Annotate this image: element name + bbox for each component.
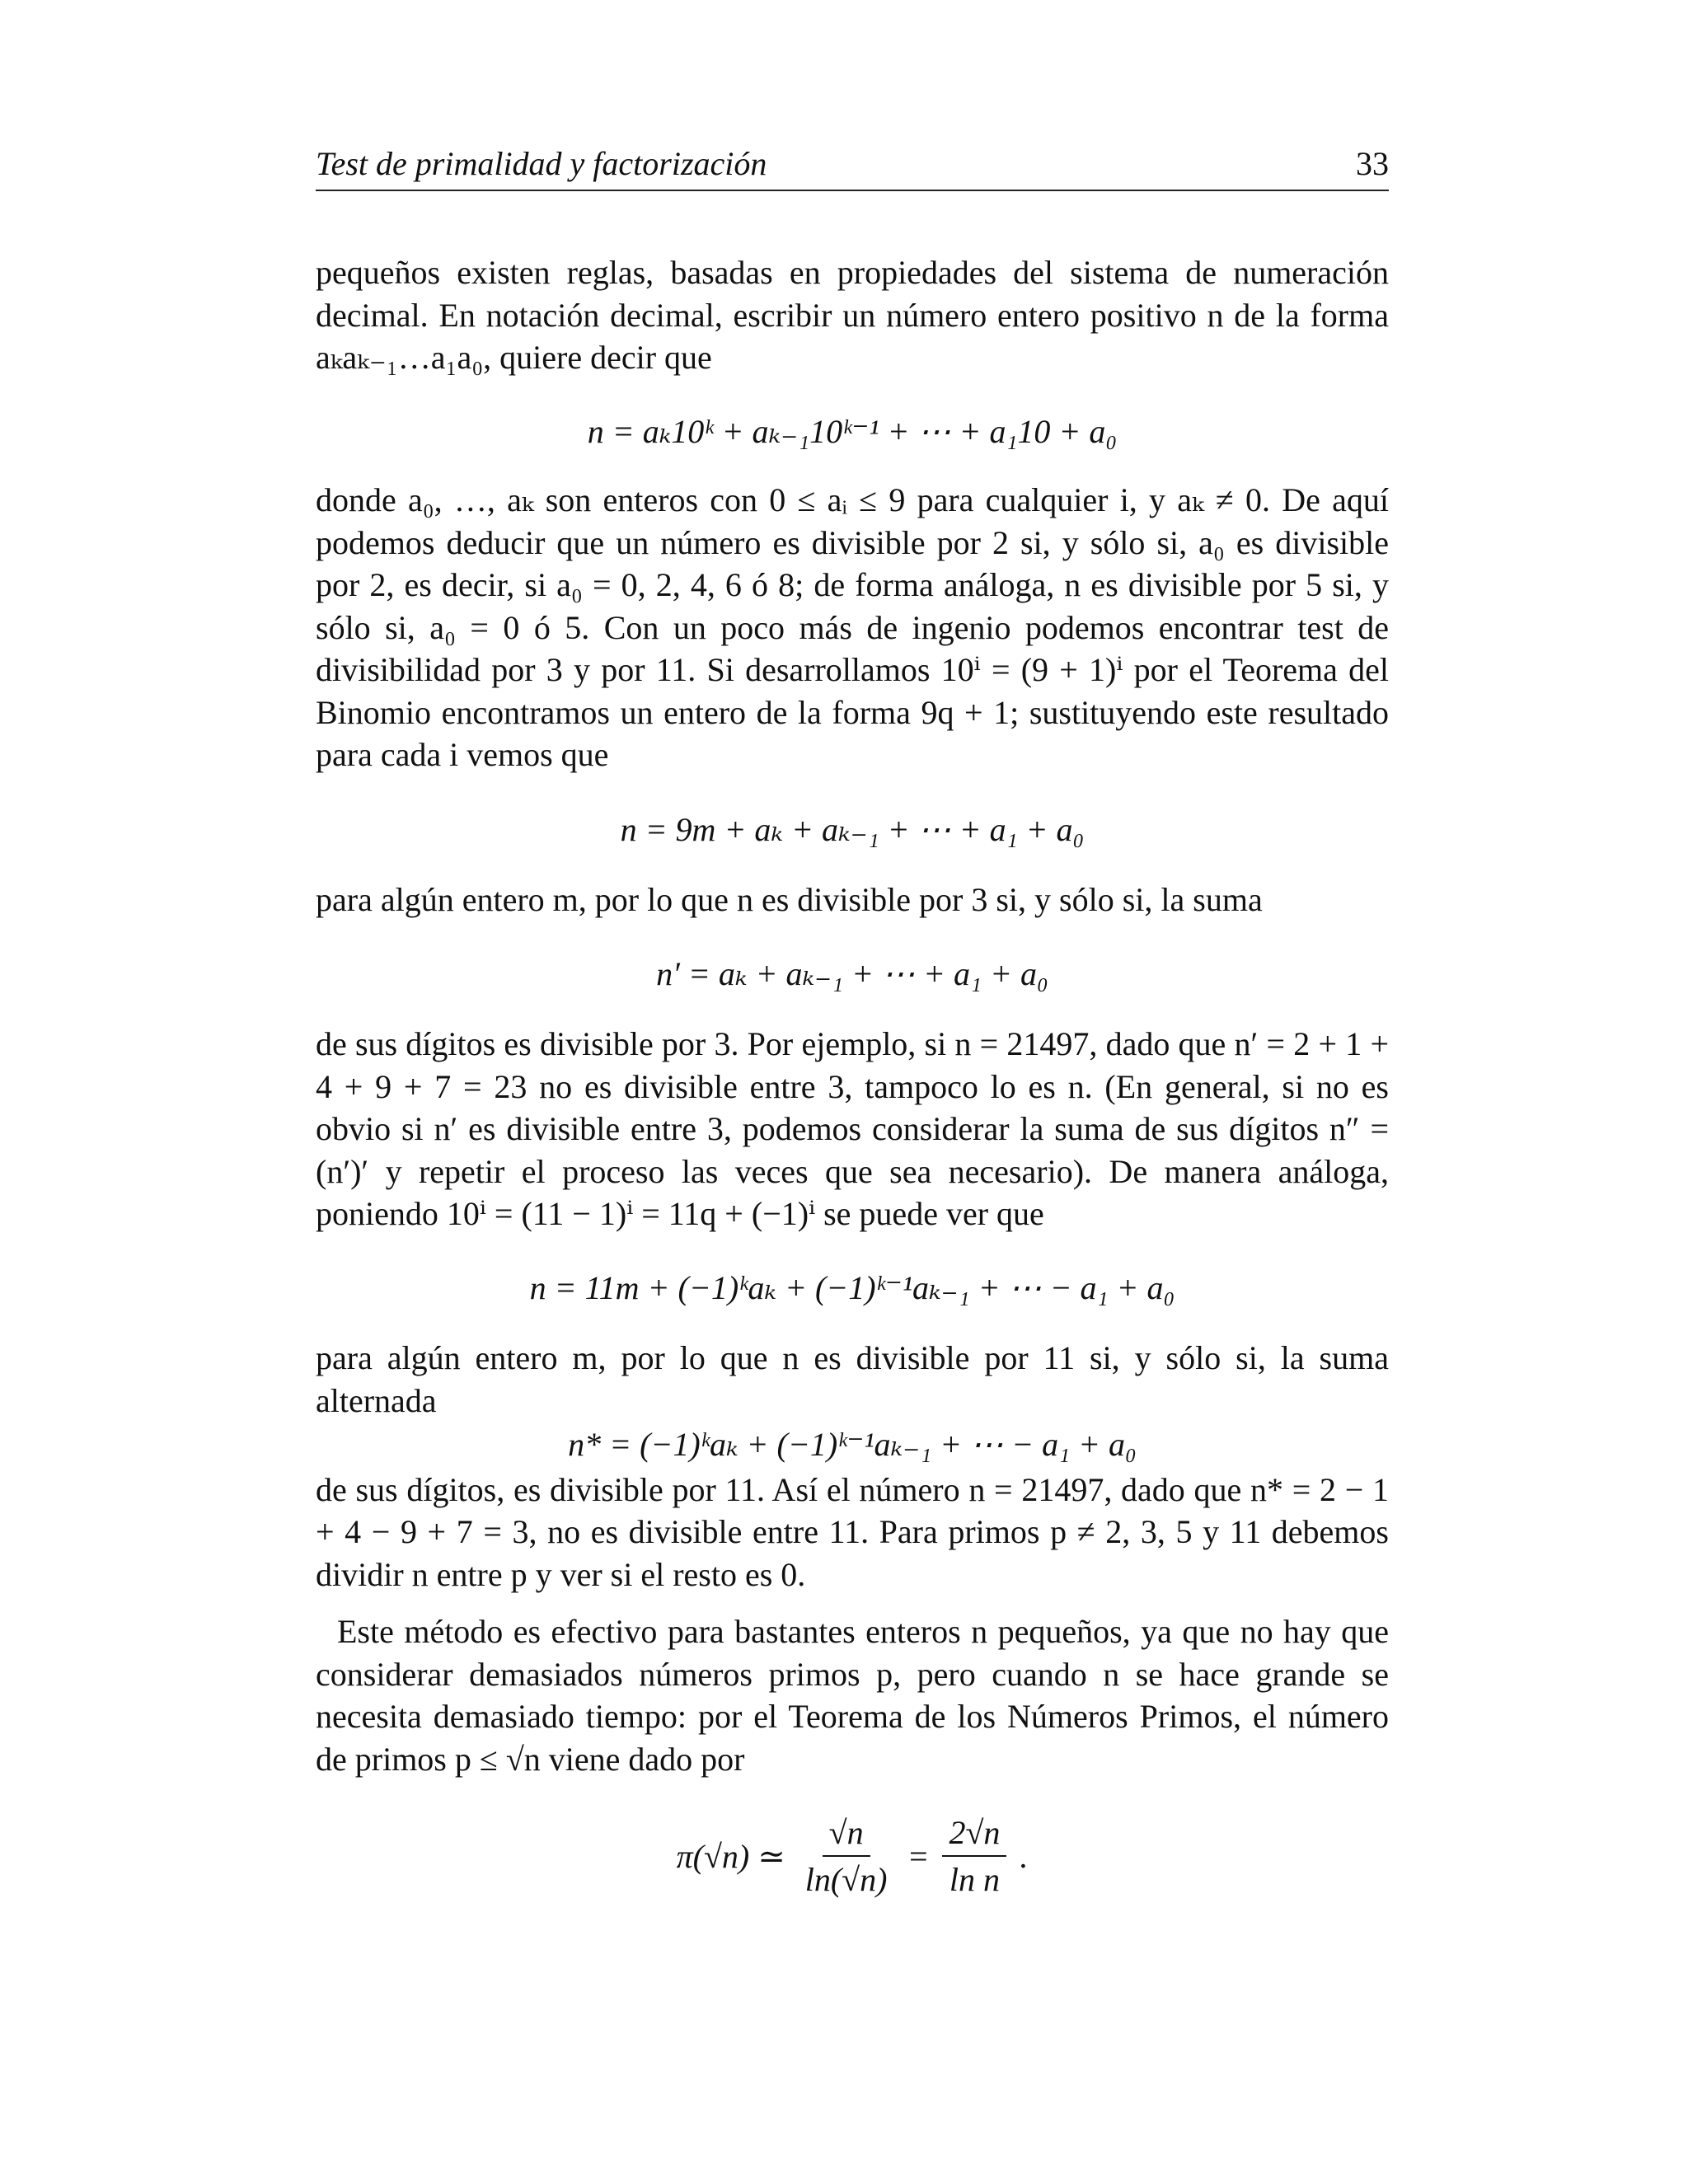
equation-1: n = aₖ10ᵏ + aₖ₋₁10ᵏ⁻¹ + ⋯ + a₁10 + a₀: [587, 412, 1118, 450]
equation-4: n = 11m + (−1)ᵏaₖ + (−1)ᵏ⁻¹aₖ₋₁ + ⋯ − a₁ + a₀: [529, 1268, 1175, 1306]
eq6-frac2-denominator: ln n: [949, 1861, 1000, 1898]
paragraph-2: donde a₀, …, aₖ son enteros con 0 ≤ aᵢ ≤ 9 para cualquier i, y aₖ ≠ 0. De aquí podemos deducir que un número es divisible por 2 si, y sólo si, a₀ es divisible por 2, es decir, si a₀ = 0, 2, 4, 6 ó 8; de forma análoga, n es divisible por 5 si, y sólo si, a₀ = 0 ó 5. Con un poco más de ingenio podemos encontrar test de divisibilidad por 3 y por 11. Si desarrollamos 10ⁱ = (9 + 1)ⁱ por el Teorema del Binomio encontramos un entero de la forma 9q + 1; sustituyendo este resultado para cada i vemos que: [316, 481, 1389, 773]
eq6-frac1-numerator: √n: [823, 1813, 870, 1857]
paragraph-3: para algún entero m, por lo que n es divisible por 3 si, y sólo si, la suma: [316, 881, 1263, 918]
header-title: Test de primalidad y factorización: [316, 145, 767, 182]
paragraph-1: pequeños existen reglas, basadas en propiedades del sistema de numeración decimal. En notación decimal, escribir un número entero positivo n de la forma aₖaₖ₋₁…a₁a₀, quiere decir que: [316, 254, 1389, 376]
eq6-lhs: π(√n) ≃: [676, 1837, 785, 1875]
eq6-fraction-2: [942, 1813, 1006, 1899]
paragraph-4: de sus dígitos es divisible por 3. Por ejemplo, si n = 21497, dado que n′ = 2 + 1 + 4 + 9 + 7 = 23 no es divisible entre 3, tampoco lo es n. (En general, si no es obvio si n′ es divisible entre 3, podemos considerar la suma de sus dígitos n″ = (n′)′ y repetir el proceso las veces que sea necesario). De manera análoga, poniendo 10ⁱ = (11 − 1)ⁱ = 11q + (−1)ⁱ se puede ver que: [316, 1025, 1389, 1232]
eq6-period: .: [1020, 1837, 1029, 1875]
page-body: [316, 251, 1389, 1899]
eq6-fraction-1: [799, 1813, 894, 1899]
equation-6: [316, 1813, 1389, 1899]
eq6-frac1-denominator: ln(√n): [804, 1861, 888, 1898]
eq6-equals: =: [907, 1837, 930, 1875]
paragraph-6: de sus dígitos, es divisible por 11. Así el número n = 21497, dado que n* = 2 − 1 + 4 − 9 + 7 = 3, no es divisible entre 11. Para primos p ≠ 2, 3, 5 y 11 debemos dividir n entre p y ver si el resto es 0.: [316, 1470, 1389, 1593]
equation-2: n = 9m + aₖ + aₖ₋₁ + ⋯ + a₁ + a₀: [620, 810, 1085, 848]
equation-3: n′ = aₖ + aₖ₋₁ + ⋯ + a₁ + a₀: [656, 954, 1048, 992]
paragraph-5: para algún entero m, por lo que n es divisible por 11 si, y sólo si, la suma alternada: [316, 1339, 1389, 1419]
running-header: [316, 143, 1389, 191]
eq6-frac2-numerator: 2√n: [942, 1813, 1006, 1857]
paragraph-7: Este método es efectivo para bastantes enteros n pequeños, ya que no hay que considerar demasiados números primos p, pero cuando n se hace grande se necesita demasiado tiempo: por el Teorema de los Números Primos, el número de primos p ≤ √n viene dado por: [316, 1613, 1389, 1778]
equation-5: n* = (−1)ᵏaₖ + (−1)ᵏ⁻¹aₖ₋₁ + ⋯ − a₁ + a₀: [568, 1426, 1137, 1463]
page-number: 33: [1356, 145, 1389, 182]
